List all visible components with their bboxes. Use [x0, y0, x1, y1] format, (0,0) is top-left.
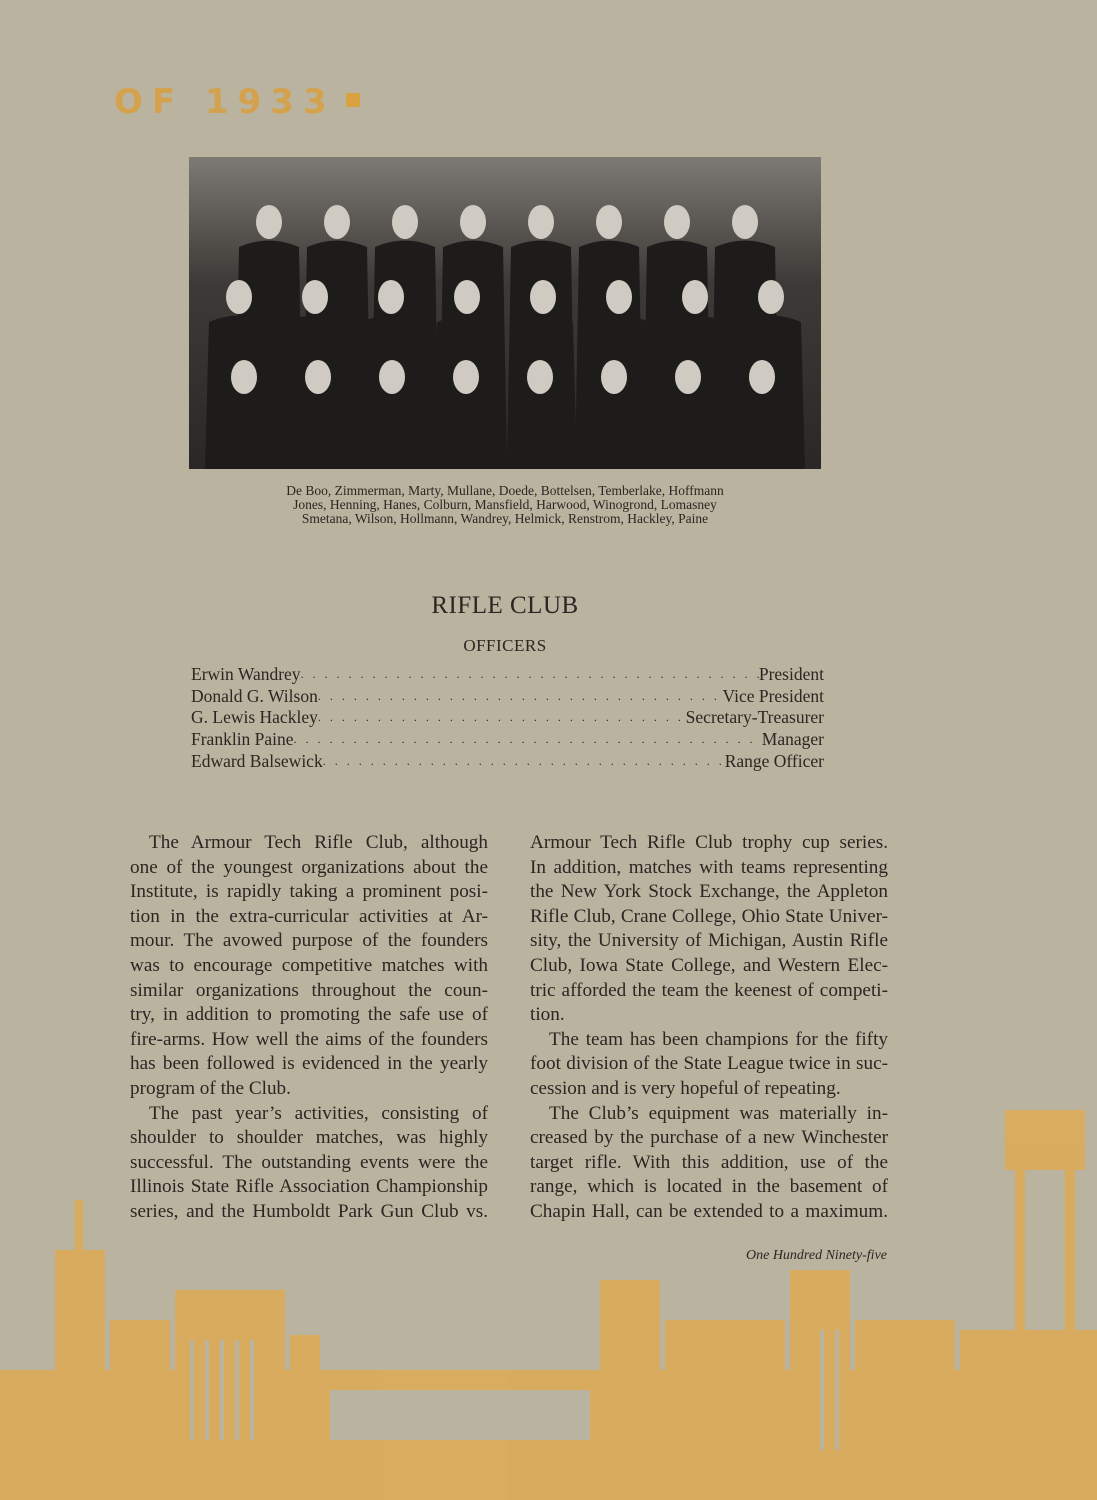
figure-head	[460, 205, 486, 239]
body-text-line: Illinois State Rifle Association Championship	[130, 1176, 488, 1198]
body-text-line: tric afforded the team the keenest of competi-	[530, 979, 888, 1001]
group-photo	[189, 157, 821, 469]
figure-body	[728, 396, 796, 470]
body-text-line: The team has been champions for the fifty	[549, 1028, 888, 1050]
figure-head	[226, 280, 252, 314]
body-text-line: try, in addition to promoting the safe use of	[130, 1004, 488, 1026]
body-text-line: Chapin Hall, can be extended to a maximum.	[530, 1200, 888, 1222]
body-text-line: the New York Stock Exchange, the Appleton	[530, 881, 888, 903]
officer-row	[191, 664, 824, 686]
body-text-line: Rifle Club, Crane College, Ohio State Univer-	[530, 905, 888, 927]
figure-head	[324, 205, 350, 239]
figure-head	[454, 280, 480, 314]
body-text-line: The Club’s equipment was materially in-	[549, 1102, 888, 1124]
officers-list	[191, 664, 824, 772]
figure-head	[601, 360, 627, 394]
figure-head	[596, 205, 622, 239]
caption-line: Smetana, Wilson, Hollmann, Wandrey, Helmick, Renstrom, Hackley, Paine	[301, 511, 709, 526]
dot-leader	[294, 729, 762, 751]
figure-head	[749, 360, 775, 394]
page-title: RIFLE CLUB	[431, 592, 579, 619]
figure-body	[432, 396, 500, 470]
officer-row	[191, 707, 824, 729]
dot-leader	[301, 664, 759, 686]
body-text-line: creased by the purchase of a new Winchester	[530, 1127, 888, 1149]
header-text: OF 1933	[114, 82, 336, 122]
body-text-line: has been followed is evidenced in the yearly	[130, 1053, 488, 1075]
skyline-decoration	[0, 1090, 1097, 1500]
figure-head	[528, 205, 554, 239]
body-text-line: series, and the Humboldt Park Gun Club vs.	[130, 1200, 488, 1222]
body-text-line: tion in the extra-curricular activities at Ar-	[130, 905, 488, 927]
figure-body	[210, 396, 278, 470]
body-text-line: one of the youngest organizations about the	[130, 856, 488, 878]
officer-row	[191, 686, 824, 708]
group-photo-figures	[189, 157, 821, 469]
figure-head	[379, 360, 405, 394]
figure-head	[664, 205, 690, 239]
officer-name: Erwin Wandrey	[191, 664, 301, 684]
page-number: One Hundred Ninety-five	[746, 1248, 887, 1263]
figure-head	[682, 280, 708, 314]
figure-body	[358, 396, 426, 470]
body-text-line: Institute, is rapidly taking a prominent posi-	[130, 881, 488, 903]
figure-head	[732, 205, 758, 239]
figure-head	[675, 360, 701, 394]
dot-leader	[323, 751, 725, 773]
square-ornament-icon	[346, 93, 360, 107]
body-text-line: target rifle. With this addition, use of the	[530, 1151, 888, 1173]
officer-row	[191, 751, 824, 773]
figure-body	[580, 396, 648, 470]
officer-name: G. Lewis Hackley	[191, 707, 318, 728]
figure-head	[231, 360, 257, 394]
body-text-line: Armour Tech Rifle Club trophy cup series.	[530, 832, 888, 853]
body-text-line: successful. The outstanding events were the	[130, 1151, 488, 1173]
body-text-line: was to encourage competitive matches with	[130, 954, 488, 976]
figure-head	[606, 280, 632, 314]
body-text-line: cession and is very hopeful of repeating.	[530, 1077, 841, 1099]
figure-body	[654, 396, 722, 470]
officer-role: President	[758, 664, 824, 684]
figure-head	[530, 280, 556, 314]
body-text-line: mour. The avowed purpose of the founders	[130, 930, 488, 952]
figure-head	[256, 205, 282, 239]
photo-caption	[200, 484, 810, 526]
body-text-line: range, which is located in the basement of	[530, 1176, 888, 1198]
officer-role: Secretary-Treasurer	[685, 707, 824, 728]
figure-head	[378, 280, 404, 314]
figure-head	[302, 280, 328, 314]
figure-head	[392, 205, 418, 239]
figure-head	[758, 280, 784, 314]
figure-head	[527, 360, 553, 394]
body-text-line: fire-arms. How well the aims of the founders	[130, 1028, 488, 1050]
body-text-line: shoulder to shoulder matches, was highly	[130, 1127, 488, 1149]
body-text-line: foot division of the State League twice in suc-	[530, 1053, 888, 1075]
officer-row	[191, 729, 824, 751]
body-text-line: tion.	[530, 1004, 565, 1026]
body-text-line: In addition, matches with teams representing	[530, 856, 888, 878]
dot-leader	[318, 707, 686, 729]
officer-role: Vice President	[722, 685, 824, 706]
body-text-line: The Armour Tech Rifle Club, although	[149, 832, 488, 853]
caption-line: Jones, Henning, Hanes, Colburn, Mansfield, Harwood, Winogrond, Lomasney	[293, 497, 717, 512]
officer-role: Manager	[761, 729, 824, 750]
body-text-line: Club, Iowa State College, and Western Elec-	[530, 954, 888, 976]
page-header	[114, 82, 360, 122]
officers-heading: OFFICERS	[463, 636, 547, 655]
officer-name: Donald G. Wilson	[191, 685, 318, 706]
officer-name: Edward Balsewick	[191, 750, 323, 771]
caption-line: De Boo, Zimmerman, Marty, Mullane, Doede, Bottelsen, Temberlake, Hoffmann	[286, 483, 724, 498]
officer-name: Franklin Paine	[191, 729, 294, 750]
dot-leader	[318, 686, 723, 708]
officer-role: Range Officer	[724, 750, 824, 771]
figure-head	[305, 360, 331, 394]
figure-body	[506, 396, 574, 470]
figure-head	[453, 360, 479, 394]
body-text-line: similar organizations throughout the coun-	[130, 979, 488, 1001]
figure-body	[284, 396, 352, 470]
body-text-line: sity, the University of Michigan, Austin Rifle	[530, 930, 888, 952]
body-text-line: program of the Club.	[130, 1077, 291, 1099]
body-text-line: The past year’s activities, consisting of	[149, 1102, 488, 1124]
